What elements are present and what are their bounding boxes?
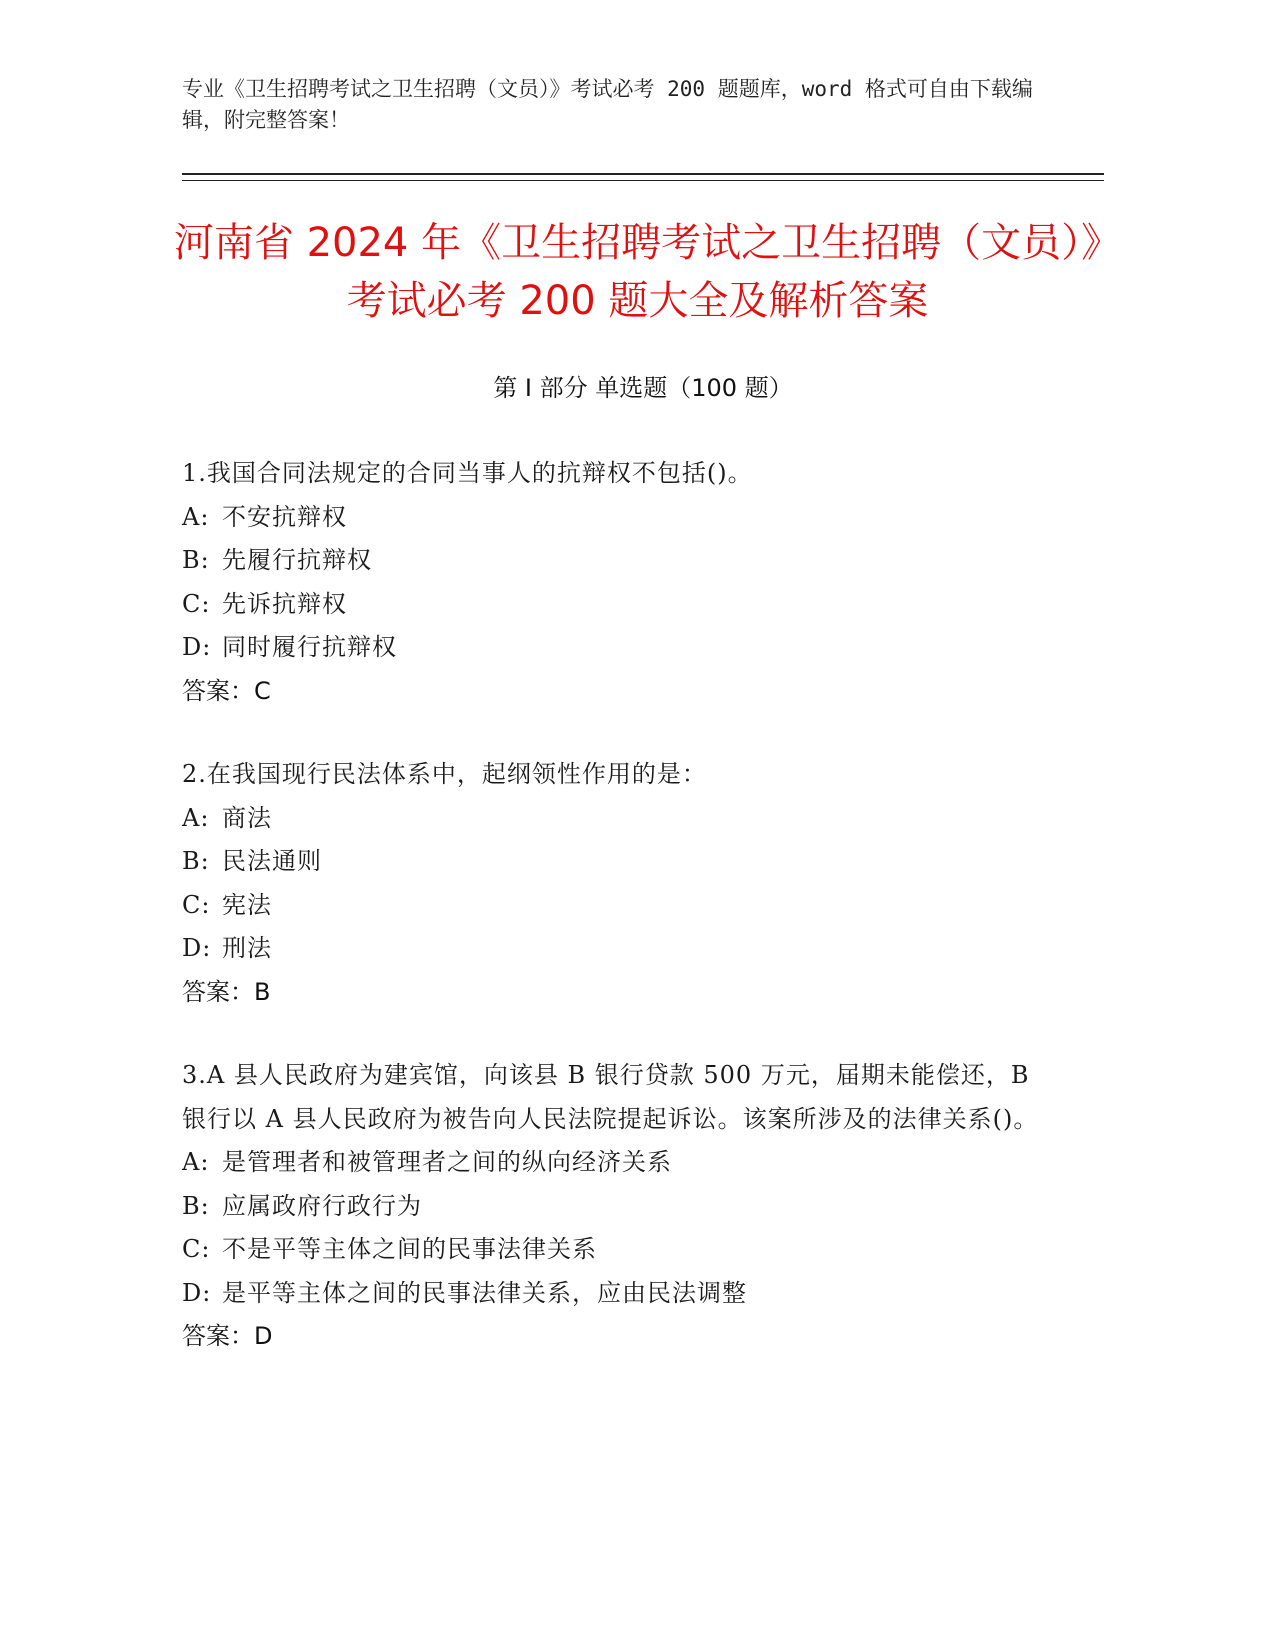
option-c: [182, 1228, 1062, 1272]
option-text: 商法: [222, 803, 272, 832]
header-rule-thin: [182, 180, 1104, 181]
option-text: 宪法: [222, 890, 272, 919]
option-b: [182, 1185, 1062, 1229]
option-text: 同时履行抗辩权: [222, 633, 397, 661]
option-letter: A:: [182, 803, 210, 832]
document-title: 河南省 2024 年《卫生招聘考试之卫生招聘（文员）》考试必考 200 题大全及解析答案: [173, 220, 1102, 324]
option-d: [182, 927, 1062, 971]
option-text: 应属政府行政行为: [222, 1191, 422, 1220]
option-b: [182, 840, 1062, 884]
option-a: [182, 496, 1062, 540]
question-2: [182, 753, 1062, 1014]
option-letter: A:: [182, 1148, 210, 1176]
option-text: 是平等主体之间的民事法律关系，应由民法调整: [222, 1278, 747, 1307]
question-1: [182, 452, 1062, 713]
option-letter: D:: [182, 934, 212, 962]
option-a: [182, 797, 1062, 841]
option-d: [182, 1272, 1062, 1316]
option-c: [182, 583, 1062, 627]
option-letter: B:: [182, 847, 210, 875]
option-d: [182, 626, 1062, 670]
option-text: 先履行抗辩权: [222, 546, 372, 574]
option-letter: B:: [182, 1191, 210, 1220]
answer: 答案：C: [182, 676, 271, 705]
section-title: 第 I 部分 单选题（100 题）: [493, 374, 793, 402]
question-stem: 2.在我国现行民法体系中，起纲领性作用的是：: [182, 760, 707, 788]
question-stem: 3.A 县人民政府为建宾馆，向该县 B 银行贷款 500 万元，届期未能偿还，B 银行以 A 县人民政府为被告向人民法院提起诉讼。该案所涉及的法律关系()。: [182, 1061, 1039, 1133]
option-letter: A:: [182, 502, 210, 531]
option-letter: D:: [182, 1278, 212, 1307]
answer: 答案：B: [182, 977, 271, 1006]
option-b: [182, 539, 1062, 583]
header-rule-thick: [182, 173, 1104, 175]
option-text: 不安抗辩权: [222, 502, 347, 531]
option-text: 不是平等主体之间的民事法律关系: [222, 1235, 597, 1263]
option-a: [182, 1141, 1062, 1185]
option-letter: C:: [182, 1235, 211, 1263]
answer: 答案：D: [182, 1322, 273, 1350]
option-letter: B:: [182, 546, 210, 574]
option-letter: C:: [182, 589, 211, 618]
question-3: [182, 1054, 1062, 1359]
option-letter: C:: [182, 890, 211, 919]
option-text: 先诉抗辩权: [222, 589, 347, 618]
option-text: 民法通则: [222, 847, 322, 875]
option-c: [182, 884, 1062, 928]
option-letter: D:: [182, 633, 212, 661]
option-text: 刑法: [222, 934, 272, 962]
question-list: [182, 452, 1062, 1399]
option-text: 是管理者和被管理者之间的纵向经济关系: [222, 1148, 672, 1176]
header-note: 专业《卫生招聘考试之卫生招聘（文员）》考试必考 200 题题库，word 格式可自由下载编辑，附完整答案！: [182, 77, 1033, 132]
question-stem: 1.我国合同法规定的合同当事人的抗辩权不包括()。: [182, 459, 753, 487]
